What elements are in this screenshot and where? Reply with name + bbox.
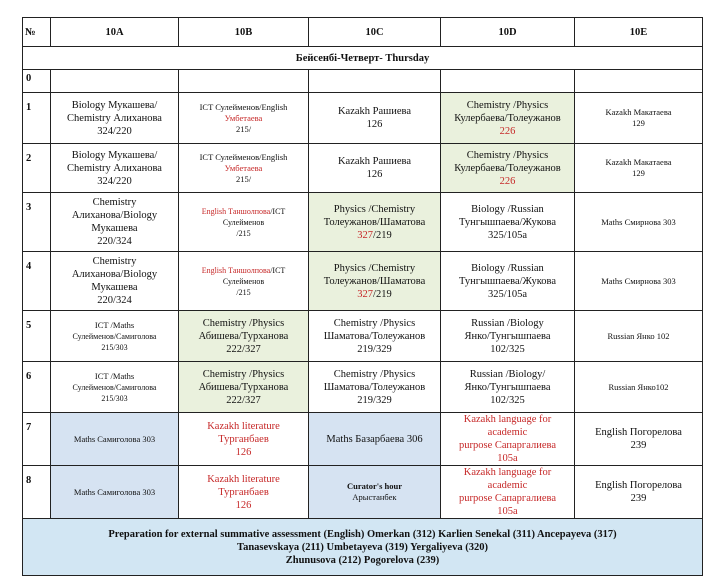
header-class-10b: 10B <box>179 18 309 47</box>
cell-10e: English Погорелова 239 <box>575 466 703 519</box>
cell-empty <box>309 70 441 93</box>
header-class-10e: 10E <box>575 18 703 47</box>
cell-10b: English Таншолпова/ICT Сулейменов /215 <box>179 193 309 252</box>
cell-10b: Kazakh literature Турганбаев 126 <box>179 466 309 519</box>
lesson-number: 7 <box>23 413 51 466</box>
lesson-row-0 <box>23 70 703 93</box>
lesson-row-7 <box>23 413 703 466</box>
cell-10b: ICT Сулейменов/English Умбетаева 215/ <box>179 93 309 144</box>
cell-10c: Kazakh Рашиева 126 <box>309 93 441 144</box>
cell-10a: Chemistry Алиханова/Biology Мукашева 220/324 <box>51 252 179 311</box>
footer-line-1: Preparation for external summative assessment (English) Omerkan (312) Karlien Senekal (311) Ancepayeva (317) <box>108 528 617 540</box>
lesson-number: 0 <box>23 70 51 93</box>
cell-10c: Physics /Chemistry Толеужанов/Шаматова 327/219 <box>309 252 441 311</box>
cell-10c: Kazakh Рашиева 126 <box>309 144 441 193</box>
lesson-number: 6 <box>23 362 51 413</box>
cell-10a: Biology Мукашева/ Chemistry Алиханова 324/220 <box>51 144 179 193</box>
cell-10b: Chemistry /Physics Абишева/Турханова 222/327 <box>179 362 309 413</box>
lesson-number: 1 <box>23 93 51 144</box>
cell-empty <box>441 70 575 93</box>
cell-10d: Kazakh language for academic purpose Сапаргалиева 105а <box>441 466 575 519</box>
schedule-table <box>22 17 703 576</box>
lesson-number: 2 <box>23 144 51 193</box>
footer-note <box>23 519 703 576</box>
cell-10a: ICT /Maths Сулейменов/Самиголова 215/303 <box>51 311 179 362</box>
cell-10c: Physics /Chemistry Толеужанов/Шаматова 327/219 <box>309 193 441 252</box>
cell-10d: Chemistry /Physics Кулербаева/Толеужанов 226 <box>441 144 575 193</box>
lesson-row-5 <box>23 311 703 362</box>
cell-10c: Maths Базарбаева 306 <box>309 413 441 466</box>
cell-10d: Biology /Russian Тунгышпаева/Жукова 325/105а <box>441 252 575 311</box>
cell-empty <box>179 70 309 93</box>
cell-10e: Russian Янко102 <box>575 362 703 413</box>
footer-line-2: Tanasevskaya (211) Umbetayeva (319) Yergaliyeva (320) <box>237 541 488 553</box>
cell-empty <box>51 70 179 93</box>
lesson-number: 3 <box>23 193 51 252</box>
cell-10c: Chemistry /Physics Шаматова/Толеужанов 219/329 <box>309 311 441 362</box>
cell-10e: English Погорелова 239 <box>575 413 703 466</box>
cell-10e: Kazakh Макатаева 129 <box>575 93 703 144</box>
cell-10a: Maths Самиголова 303 <box>51 466 179 519</box>
lesson-number: 8 <box>23 466 51 519</box>
cell-10c: Chemistry /Physics Шаматова/Толеужанов 219/329 <box>309 362 441 413</box>
footer-line-3: Zhunusova (212) Pogorelova (239) <box>285 554 440 566</box>
day-title: Бейсенбі-Четверт- Thursday <box>23 47 703 70</box>
footer-row <box>23 519 703 576</box>
header-num: № <box>23 18 51 47</box>
cell-10a: Chemistry Алиханова/Biology Мукашева 220/324 <box>51 193 179 252</box>
lesson-row-8 <box>23 466 703 519</box>
lesson-row-4 <box>23 252 703 311</box>
header-row <box>23 18 703 47</box>
cell-10e: Kazakh Макатаева 129 <box>575 144 703 193</box>
cell-10b: Kazakh literature Турганбаев 126 <box>179 413 309 466</box>
lesson-number: 5 <box>23 311 51 362</box>
header-class-10a: 10A <box>51 18 179 47</box>
lesson-row-3 <box>23 193 703 252</box>
cell-10d: Chemistry /Physics Кулербаева/Толеужанов 226 <box>441 93 575 144</box>
lesson-row-1 <box>23 93 703 144</box>
cell-10e: Russian Янко 102 <box>575 311 703 362</box>
cell-10c: Curator's hour Арыстанбек <box>309 466 441 519</box>
lesson-number: 4 <box>23 252 51 311</box>
lesson-row-2 <box>23 144 703 193</box>
cell-10b: Chemistry /Physics Абишева/Турханова 222/327 <box>179 311 309 362</box>
cell-10a: ICT /Maths Сулейменов/Самиголова 215/303 <box>51 362 179 413</box>
day-row <box>23 47 703 70</box>
cell-10d: Russian /Biology Янко/Тунгышпаева 102/325 <box>441 311 575 362</box>
cell-10e: Maths Смирнова 303 <box>575 252 703 311</box>
cell-10b: ICT Сулейменов/English Умбетаева 215/ <box>179 144 309 193</box>
header-class-10c: 10C <box>309 18 441 47</box>
lesson-row-6 <box>23 362 703 413</box>
header-class-10d: 10D <box>441 18 575 47</box>
cell-empty <box>575 70 703 93</box>
cell-10d: Biology /Russian Тунгышпаева/Жукова 325/105а <box>441 193 575 252</box>
cell-10e: Maths Смирнова 303 <box>575 193 703 252</box>
cell-10a: Biology Мукашева/ Chemistry Алиханова 324/220 <box>51 93 179 144</box>
cell-10a: Maths Самиголова 303 <box>51 413 179 466</box>
cell-10d: Russian /Biology/ Янко/Тунгышпаева 102/325 <box>441 362 575 413</box>
cell-10b: English Таншолпова/ICT Сулейменов /215 <box>179 252 309 311</box>
cell-10d: Kazakh language for academic purpose Сапаргалиева 105а <box>441 413 575 466</box>
